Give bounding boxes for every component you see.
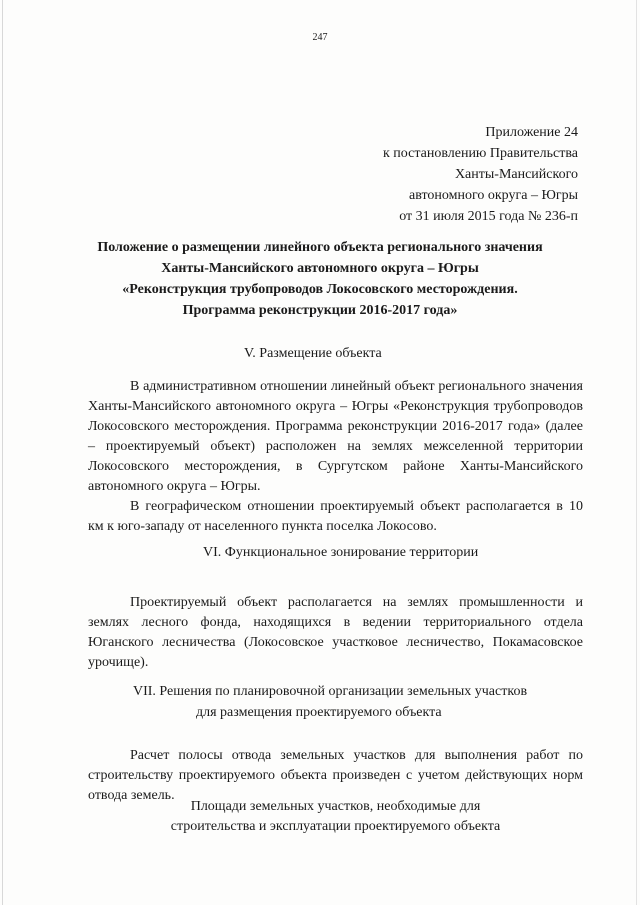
section-6-body xyxy=(88,593,583,673)
table-caption xyxy=(88,797,583,837)
section-5-body xyxy=(88,377,583,537)
paragraph: В административном отношении линейный объект регионального значения Ханты-Мансийского автономного округа – Югры «Реконструкция трубопроводов Локосовского месторождения. Программа реконструкции 2016-2017 года» (далее – проектируемый объект) расположен на землях межселенной территории Локосовского месторождения, в Сургутском районе Ханты-Мансийского автономного округа – Югры. xyxy=(88,379,583,494)
section-7-heading-line2: для размещения проектируемого объекта xyxy=(196,705,442,720)
paragraph: Расчет полосы отвода земельных участков для выполнения работ по строительству проектируемого объекта произведен с учетом действующих норм отвода земель. xyxy=(88,748,583,803)
title-line: «Реконструкция трубопроводов Локосовского месторождения. xyxy=(122,282,518,297)
paragraph: В географическом отношении проектируемый объект располагается в 10 км к юго-западу от населенного пункта поселка Локосово. xyxy=(88,499,583,534)
title-line: Ханты-Мансийского автономного округа – Югры xyxy=(161,261,479,276)
section-5-heading: V. Размещение объекта xyxy=(244,346,382,361)
page-number: 247 xyxy=(312,32,328,43)
section-6-heading: VI. Функциональное зонирование территории xyxy=(203,545,479,560)
title-line: Программа реконструкции 2016-2017 года» xyxy=(182,303,458,318)
scan-edge-left xyxy=(2,0,3,905)
caption-line: строительства и эксплуатации проектируемого объекта xyxy=(170,819,501,834)
title-line: Положение о размещении линейного объекта регионального значения xyxy=(97,240,543,255)
paragraph: Проектируемый объект располагается на землях промышленности и землях лесного фонда, находящихся в ведении территориального отдела Юганского лесничества (Локосовское участковое лесничество, Покамасовское урочище). xyxy=(88,595,583,670)
caption-line: Площади земельных участков, необходимые для xyxy=(190,799,481,814)
section-7-heading-line1: VII. Решения по планировочной организации земельных участков xyxy=(133,684,528,699)
appendix-line: Приложение 24 xyxy=(485,125,578,140)
document-title xyxy=(60,237,580,321)
appendix-line: от 31 июля 2015 года № 236-п xyxy=(399,209,578,224)
scan-edge-right xyxy=(636,0,637,905)
appendix-reference xyxy=(383,122,578,227)
appendix-line: Ханты-Мансийского xyxy=(454,167,578,182)
appendix-line: к постановлению Правительства xyxy=(382,146,578,161)
appendix-line: автономного округа – Югры xyxy=(409,188,578,203)
